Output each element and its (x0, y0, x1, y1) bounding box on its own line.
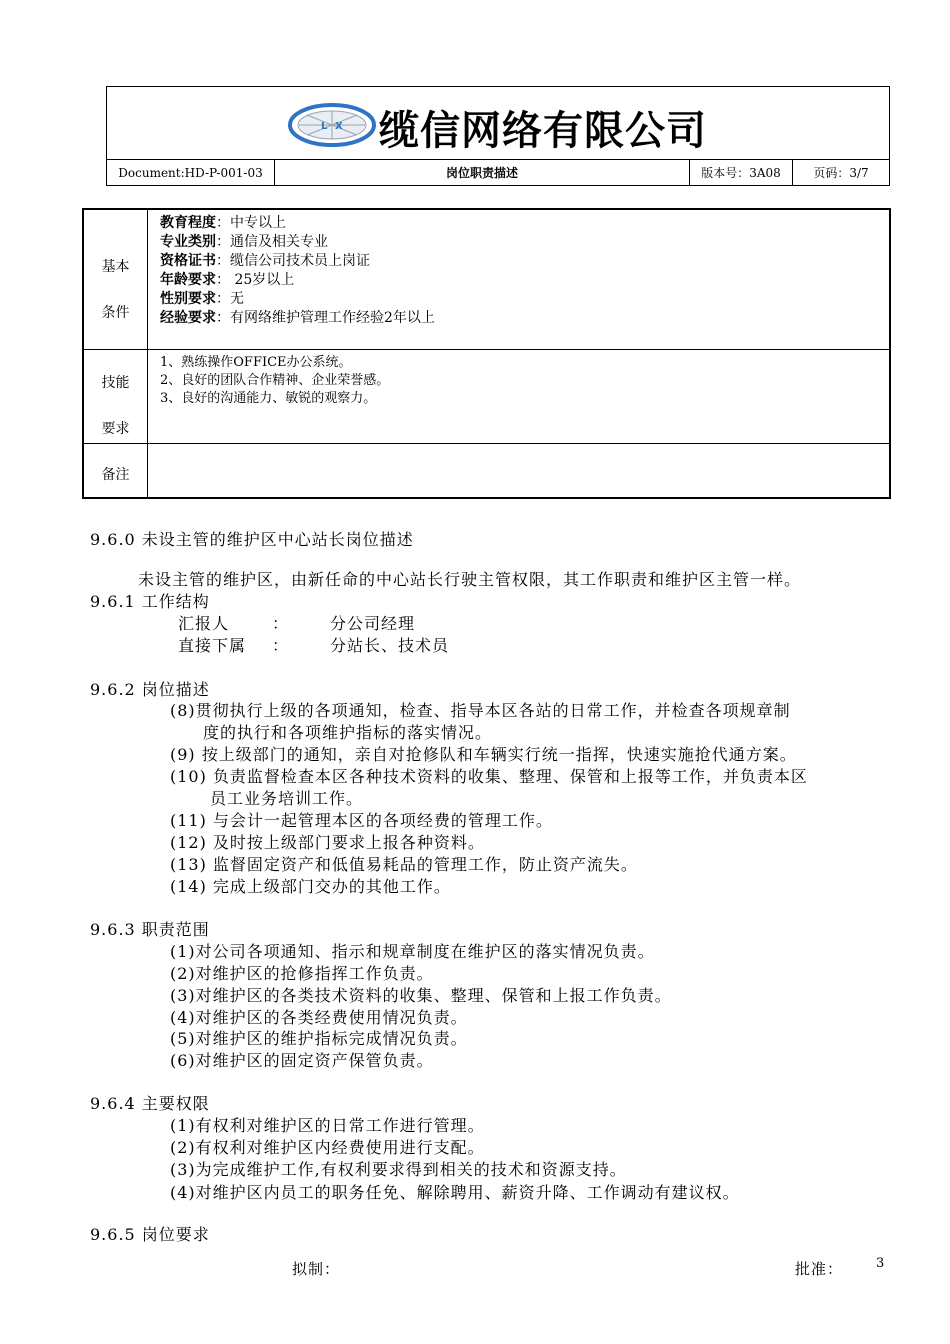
svg-text:L: L (321, 121, 328, 132)
authority-item: (3)为完成维护工作,有权利要求得到相关的技术和资源支持。 (170, 1160, 627, 1179)
responsibility-item: (3)对维护区的各类技术资料的收集、整理、保管和上报工作负责。 (170, 986, 672, 1005)
authority-item: (4)对维护区内员工的职务任免、解除聘用、薪资升降、工作调动有建议权。 (170, 1183, 740, 1202)
skill-label-line2: 要求 (101, 421, 130, 437)
skill-requirements-label (84, 350, 148, 443)
basic-conditions-list (160, 214, 883, 328)
drafted-by-label: 拟制： (292, 1260, 341, 1278)
duty-item: (12) 及时按上级部门要求上报各种资料。 (170, 833, 485, 852)
duty-item: (8)贯彻执行上级的各项通知，检查、指导本区各站的日常工作，并检查各项规章制 (170, 701, 791, 720)
basic-item: 资格证书：缆信公司技术员上岗证 (160, 253, 370, 269)
basic-item: 性别要求：无 (160, 291, 244, 307)
responsibility-item: (4)对维护区的各类经费使用情况负责。 (170, 1008, 468, 1027)
responsibility-item: (2)对维护区的抢修指挥工作负责。 (170, 964, 434, 983)
authority-item: (1)有权利对维护区的日常工作进行管理。 (170, 1116, 485, 1135)
basic-item: 年龄要求： 25岁以上 (160, 272, 295, 288)
skill-item: 1、熟练操作OFFICE办公系统。 (160, 355, 352, 370)
notes-label (84, 444, 148, 497)
svg-text:X: X (335, 121, 343, 132)
responsibility-item: (6)对维护区的固定资产保管负责。 (170, 1051, 434, 1070)
reports-to-value: 分公司经理 (330, 614, 416, 633)
basic-label-line2: 条件 (101, 305, 130, 321)
document-title: 岗位职责描述 (275, 160, 690, 186)
company-name: 缆信网络有限公司 (379, 108, 707, 154)
page-indicator: 页码：3/7 (813, 166, 869, 180)
document-header (106, 86, 890, 186)
duty-item: (11) 与会计一起管理本区的各项经费的管理工作。 (170, 811, 553, 830)
section-9-6-4-title: 9.6.4 主要权限 (90, 1094, 210, 1113)
section-9-6-2-title: 9.6.2 岗位描述 (90, 680, 210, 699)
basic-item: 教育程度：中专以上 (160, 215, 286, 231)
skill-list (160, 354, 883, 408)
header-meta-row (107, 159, 889, 186)
reports-to-sep: ： (272, 614, 290, 633)
skill-item: 3、良好的沟通能力、敏锐的观察力。 (160, 391, 377, 406)
authority-item: (2)有权利对维护区内经费使用进行支配。 (170, 1138, 485, 1157)
section-9-6-3-title: 9.6.3 职责范围 (90, 920, 210, 939)
basic-conditions-row (84, 210, 889, 350)
basic-label-line1: 基本 (101, 259, 130, 275)
responsibility-item: (1)对公司各项通知、指示和规章制度在维护区的落实情况负责。 (170, 942, 655, 961)
subordinates-value: 分站长、技术员 (330, 636, 450, 655)
duty-item: (10) 负责监督检查本区各种技术资料的收集、整理、保管和上报等工作，并负责本区 (170, 767, 808, 786)
section-9-6-1-title: 9.6.1 工作结构 (90, 592, 210, 611)
skill-label-line1: 技能 (101, 375, 130, 391)
page-number: 3 (876, 1256, 886, 1271)
skill-requirements-row (84, 350, 889, 444)
section-9-6-0-text: 未设主管的维护区，由新任命的中心站长行驶主管权限，其工作职责和维护区主管一样。 (138, 570, 802, 589)
responsibility-item: (5)对维护区的维护指标完成情况负责。 (170, 1029, 468, 1048)
section-9-6-0-title: 9.6.0 未设主管的维护区中心站长岗位描述 (90, 530, 414, 549)
reports-to-key: 汇报人 (178, 614, 230, 633)
skill-item: 2、良好的团队合作精神、企业荣誉感。 (160, 373, 390, 388)
requirements-table (82, 208, 891, 499)
duty-item: (9) 按上级部门的通知，亲自对抢修队和车辆实行统一指挥，快速实施抢代通方案。 (170, 745, 797, 764)
document-number: Document:HD-P-001-03 (107, 160, 275, 186)
subordinates-sep: ： (272, 636, 290, 655)
subordinates-key: 直接下属 (178, 636, 247, 655)
basic-item: 经验要求：有网络维护管理工作经验2年以上 (160, 310, 435, 326)
section-9-6-5-title: 9.6.5 岗位要求 (90, 1225, 210, 1244)
duty-item: (14) 完成上级部门交办的其他工作。 (170, 877, 451, 896)
version-number: 版本号：3A08 (690, 160, 793, 186)
duty-item-continued: 员工业务培训工作。 (210, 789, 364, 808)
approved-by-label: 批准： (795, 1260, 844, 1278)
notes-label-text: 备注 (101, 467, 130, 483)
duty-item-continued: 度的执行和各项维护指标的落实情况。 (203, 723, 493, 742)
header-brand-row (107, 87, 889, 159)
duty-item: (13) 监督固定资产和低值易耗品的管理工作，防止资产流失。 (170, 855, 638, 874)
company-logo-icon (287, 101, 377, 149)
basic-conditions-label (84, 210, 148, 349)
notes-row (84, 444, 889, 497)
basic-item: 专业类别：通信及相关专业 (160, 234, 328, 250)
